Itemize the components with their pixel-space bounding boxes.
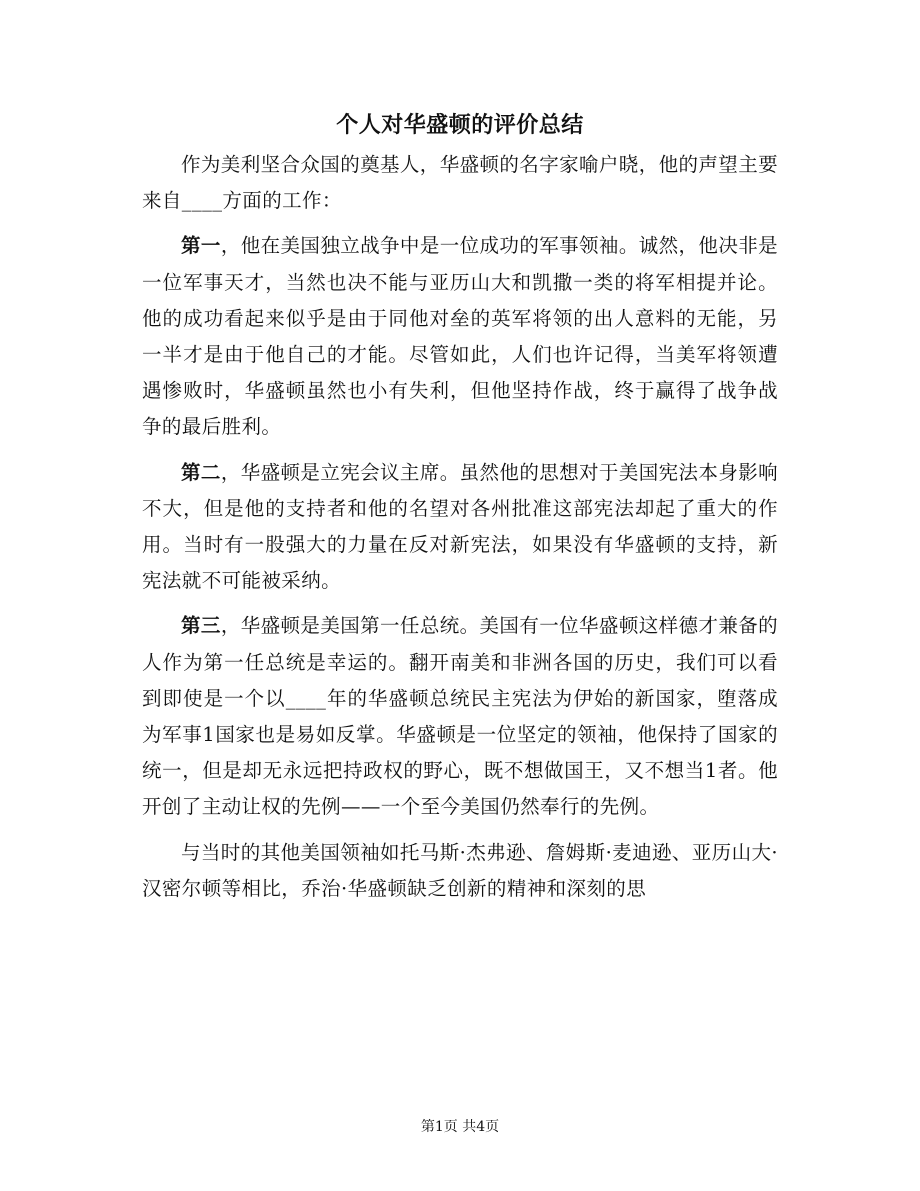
closing-paragraph: 与当时的其他美国领袖如托马斯·杰弗逊、詹姆斯·麦迪逊、亚历山大·汉密尔顿等相比，乔治·华盛顿缺乏创新的精神和深刻的思 bbox=[142, 840, 778, 900]
section-text-1: ，他在美国独立战争中是一位成功的军事领袖。诚然，他决非是一位军事天才，当然也决不能与亚历山大和凯撒一类的将军相提并论。他的成功看起来似乎是由于同他对垒的英军将领的出人意料的无能，另一半才是由于他自己的才能。尽管如此，人们也许记得，当美军将领遭遇惨败时，华盛顿虽然也小有失利，但他坚持作战，终于赢得了战争战争的最后胜利。 bbox=[142, 234, 779, 439]
section-paragraph-3 bbox=[142, 608, 778, 825]
section-paragraph-1 bbox=[142, 228, 778, 445]
section-text-2: ，华盛顿是立宪会议主席。虽然他的思想对于美国宪法本身影响不大，但是他的支持者和他的名望对各州批准这部宪法却起了重大的作用。当时有一股强大的力量在反对新宪法，如果没有华盛顿的支持，新宪法就不可能被采纳。 bbox=[142, 460, 779, 593]
page-number: 第1页 共4页 bbox=[420, 1119, 500, 1135]
section-lead-2: 第二 bbox=[181, 460, 221, 484]
document-body bbox=[142, 147, 778, 907]
section-paragraph-2 bbox=[142, 455, 778, 600]
section-lead-3: 第三 bbox=[181, 614, 221, 638]
document-title: 个人对华盛顿的评价总结 bbox=[336, 112, 584, 138]
intro-paragraph: 作为美利坚合众国的奠基人，华盛顿的名字家喻户晓，他的声望主要来自____方面的工作： bbox=[142, 153, 779, 213]
section-lead-1: 第一 bbox=[181, 234, 221, 258]
section-text-3: ，华盛顿是美国第一任总统。美国有一位华盛顿这样德才兼备的人作为第一任总统是幸运的。翻开南美和非洲各国的历史，我们可以看到即使是一个以____年的华盛顿总统民主宪法为伊始的新国家，堕落成为军事1国家也是易如反掌。华盛顿是一位坚定的领袖，他保持了国家的统一，但是却无永远把持政权的野心，既不想做国王，又不想当1者。他开创了主动让权的先例——一个至今美国仍然奉行的先例。 bbox=[142, 614, 779, 819]
